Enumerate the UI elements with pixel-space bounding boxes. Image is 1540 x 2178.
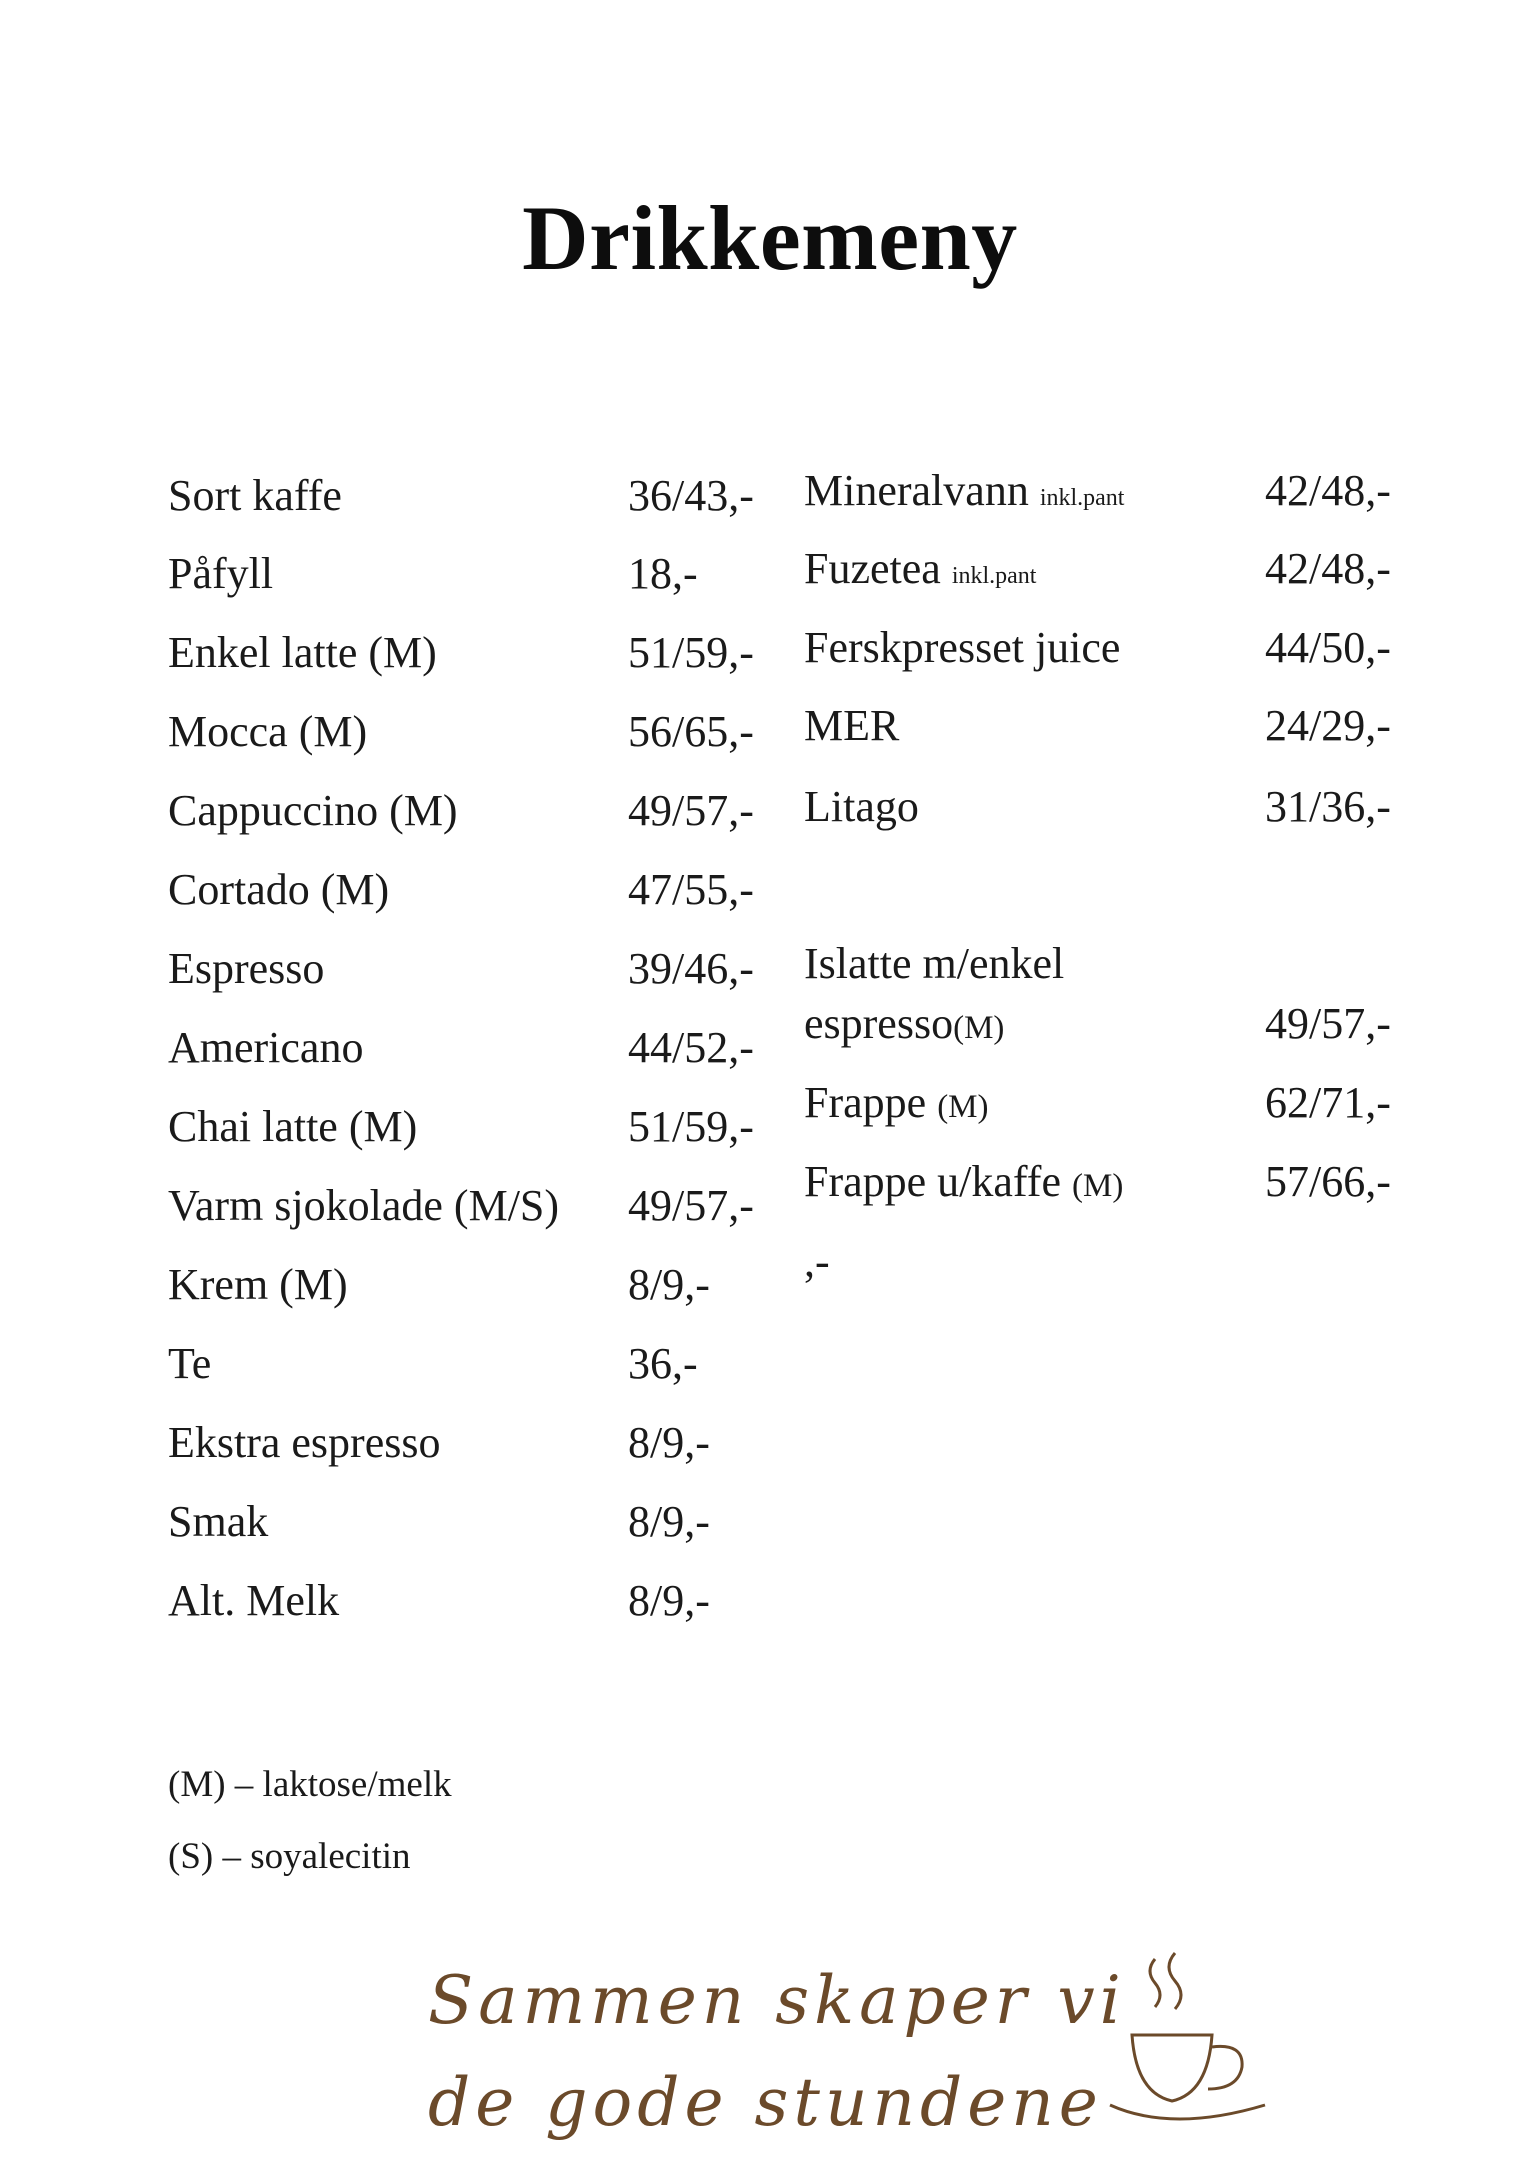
item-name: [804, 543, 1036, 602]
item-price: 8/9,-: [628, 1260, 710, 1309]
slogan-line-1: Sammen skaper vi: [428, 1962, 1126, 2039]
item-price: 44/50,-: [1265, 623, 1391, 672]
item-note: inkl.pant: [951, 563, 1037, 589]
item-price: 57/66,-: [1265, 1157, 1391, 1206]
item-name: Sort kaffe: [168, 471, 342, 520]
item-name: Litago: [804, 782, 919, 831]
item-name: [804, 1156, 1123, 1212]
item-name: Smak: [168, 1497, 269, 1546]
item-tag: (M): [937, 1089, 989, 1125]
item-name: Espresso: [168, 944, 325, 993]
item-note: inkl.pant: [1039, 485, 1125, 511]
item-price: 31/36,-: [1265, 782, 1391, 831]
item-name: Enkel latte (M): [168, 628, 437, 677]
item-price: 36/43,-: [628, 471, 754, 520]
item-name: Cortado (M): [168, 865, 390, 914]
item-label: Frappe u/kaffe: [804, 1157, 1061, 1206]
item-price: 42/48,-: [1265, 544, 1391, 593]
item-price: 49/57,-: [628, 786, 754, 835]
legend-milk: (M) – laktose/melk: [168, 1764, 452, 1805]
item-name: Krem (M): [168, 1260, 348, 1309]
item-price: 8/9,-: [628, 1576, 710, 1625]
page-title: Drikkemeny: [522, 187, 1018, 289]
item-price: 62/71,-: [1265, 1078, 1391, 1127]
item-price: 42/48,-: [1265, 466, 1391, 515]
item-name: Mocca (M): [168, 707, 368, 756]
item-name: Varm sjokolade (M/S): [168, 1181, 560, 1230]
item-price: 18,-: [628, 549, 698, 598]
item-tag: (M): [953, 1010, 1005, 1046]
item-name: Americano: [168, 1023, 364, 1072]
item-price: 44/52,-: [628, 1023, 754, 1072]
item-name: Cappuccino (M): [168, 786, 458, 835]
item-price: 8/9,-: [628, 1418, 710, 1467]
item-price: 56/65,-: [628, 707, 754, 756]
item-name: MER: [804, 701, 900, 750]
item-price: 8/9,-: [628, 1497, 710, 1546]
slogan-block: [420, 1935, 1280, 2160]
item-name: Påfyll: [168, 549, 274, 598]
item-price: 39/46,-: [628, 944, 754, 993]
stray-text: ,-: [804, 1237, 830, 1286]
item-name: Ferskpresset juice: [804, 623, 1121, 672]
item-price: 24/29,-: [1265, 701, 1391, 750]
item-name: Chai latte (M): [168, 1102, 418, 1151]
item-price: 51/59,-: [628, 1102, 754, 1151]
legend-soy: (S) – soyalecitin: [168, 1836, 411, 1877]
coffee-cup-icon: [1110, 1953, 1265, 2119]
slogan-line-2: de gode stundene: [428, 2064, 1103, 2141]
item-price: 47/55,-: [628, 865, 754, 914]
item-label: Fuzetea: [804, 544, 941, 593]
item-name: [804, 1077, 989, 1133]
item-label: espresso: [804, 999, 954, 1048]
item-name: Te: [168, 1339, 212, 1388]
item-price: 51/59,-: [628, 628, 754, 677]
item-price: 36,-: [628, 1339, 698, 1388]
item-name: Ekstra espresso: [168, 1418, 441, 1467]
item-name-line2: [804, 998, 1004, 1054]
item-name-line1: Islatte m/enkel: [804, 939, 1065, 988]
slogan-art: [420, 1935, 1280, 2155]
item-tag: (M): [1071, 1168, 1124, 1204]
item-name: Alt. Melk: [168, 1576, 340, 1625]
item-label: Frappe: [804, 1078, 927, 1127]
item-name: [804, 465, 1124, 524]
item-price: 49/57,-: [628, 1181, 754, 1230]
item-price: 49/57,-: [1265, 999, 1391, 1048]
item-label: Mineralvann: [804, 466, 1029, 515]
